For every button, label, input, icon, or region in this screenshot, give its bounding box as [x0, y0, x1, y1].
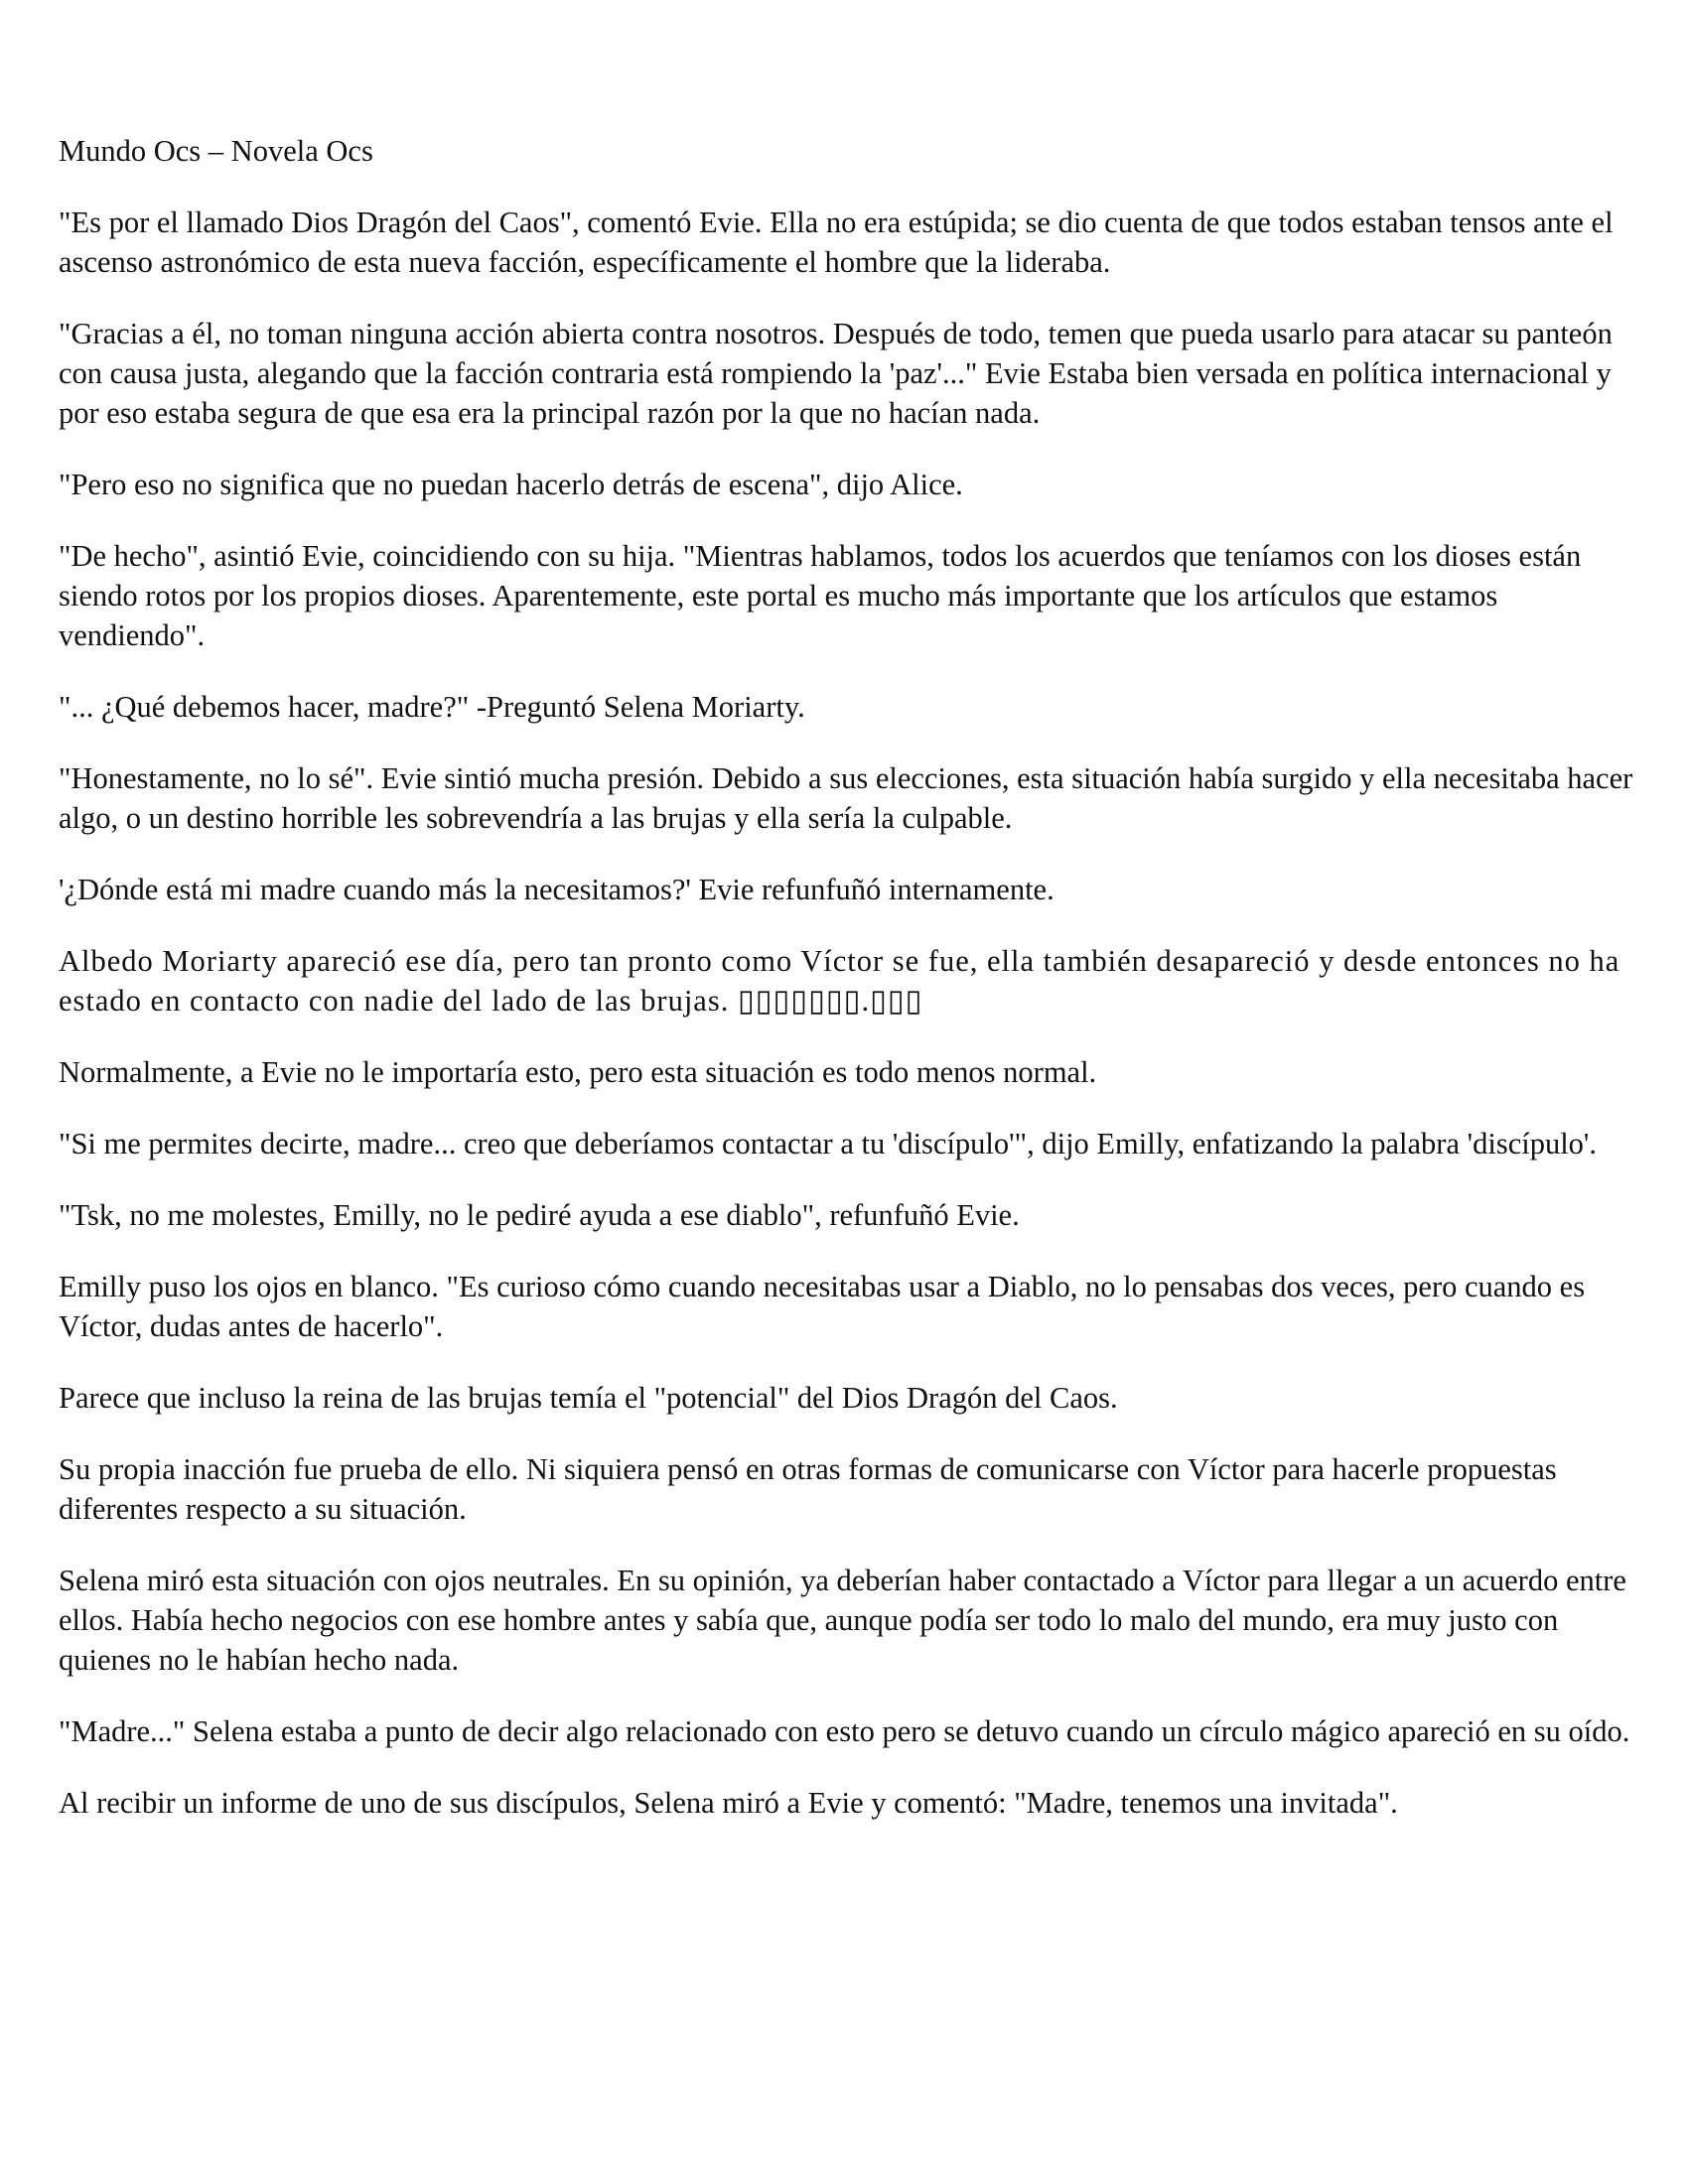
- paragraph: '¿Dónde está mi madre cuando más la necesitamos?' Evie refunfuñó internamente.: [59, 873, 1055, 906]
- paragraph: "Honestamente, no lo sé". Evie sintió mucha presión. Debido a sus elecciones, esta situación había surgido y ella necesitaba hacer algo, o un destino horrible les sobrevendría a las brujas y ella sería la culpable.: [59, 761, 1633, 835]
- page-header: Mundo Ocs – Novela Ocs: [59, 134, 373, 168]
- paragraph: "... ¿Qué debemos hacer, madre?" -Preguntó Selena Moriarty.: [59, 690, 805, 724]
- paragraph: "Es por el llamado Dios Dragón del Caos", comentó Evie. Ella no era estúpida; se dio cuenta de que todos estaban tensos ante el ascenso astronómico de esta nueva facción, específicamente el hombre que la lideraba.: [59, 205, 1614, 279]
- paragraph: "Gracias a él, no toman ninguna acción abierta contra nosotros. Después de todo, temen que pueda usarlo para atacar su panteón con causa justa, alegando que la facción contraria está rompiendo la 'paz'..." Evie Estaba bien versada en política internacional y por eso estaba segura de que esa era la principal razón por la que no hacían nada.: [59, 317, 1613, 430]
- paragraph: Emilly puso los ojos en blanco. "Es curioso cómo cuando necesitabas usar a Diablo, no lo pensabas dos veces, pero cuando es Víctor, dudas antes de hacerlo".: [59, 1270, 1586, 1343]
- paragraph: Albedo Moriarty apareció ese día, pero tan pronto como Víctor se fue, ella también desapareció y desde entonces no ha estado en contacto con nadie del lado de las brujas. ▯▯▯▯▯▯▯.▯▯▯: [59, 944, 1620, 1018]
- document-page: [59, 131, 1637, 1854]
- paragraph: "Pero eso no significa que no puedan hacerlo detrás de escena", dijo Alice.: [59, 468, 963, 501]
- paragraph: "Tsk, no me molestes, Emilly, no le pediré ayuda a ese diablo", refunfuñó Evie.: [59, 1198, 1020, 1232]
- paragraph: Normalmente, a Evie no le importaría esto, pero esta situación es todo menos normal.: [59, 1055, 1097, 1089]
- paragraph: Su propia inacción fue prueba de ello. Ni siquiera pensó en otras formas de comunicarse con Víctor para hacerle propuestas diferentes respecto a su situación.: [59, 1452, 1557, 1526]
- paragraph: "De hecho", asintió Evie, coincidiendo con su hija. "Mientras hablamos, todos los acuerdos que teníamos con los dioses están siendo rotos por los propios dioses. Aparentemente, este portal es mucho más importante que los artículos que estamos vendiendo".: [59, 539, 1582, 652]
- paragraph: "Madre..." Selena estaba a punto de decir algo relacionado con esto pero se detuvo cuando un círculo mágico apareció en su oído.: [59, 1714, 1630, 1748]
- paragraph: Parece que incluso la reina de las brujas temía el "potencial" del Dios Dragón del Caos.: [59, 1381, 1118, 1415]
- paragraph: "Si me permites decirte, madre... creo que deberíamos contactar a tu 'discípulo'", dijo Emilly, enfatizando la palabra 'discípulo'.: [59, 1127, 1598, 1160]
- paragraph: Selena miró esta situación con ojos neutrales. En su opinión, ya deberían haber contactado a Víctor para llegar a un acuerdo entre ellos. Había hecho negocios con ese hombre antes y sabía que, aunque podía ser todo lo malo del mundo, era muy justo con quienes no le habían hecho nada.: [59, 1564, 1626, 1677]
- paragraph: Al recibir un informe de uno de sus discípulos, Selena miró a Evie y comentó: "Madre, tenemos una invitada".: [59, 1786, 1398, 1820]
